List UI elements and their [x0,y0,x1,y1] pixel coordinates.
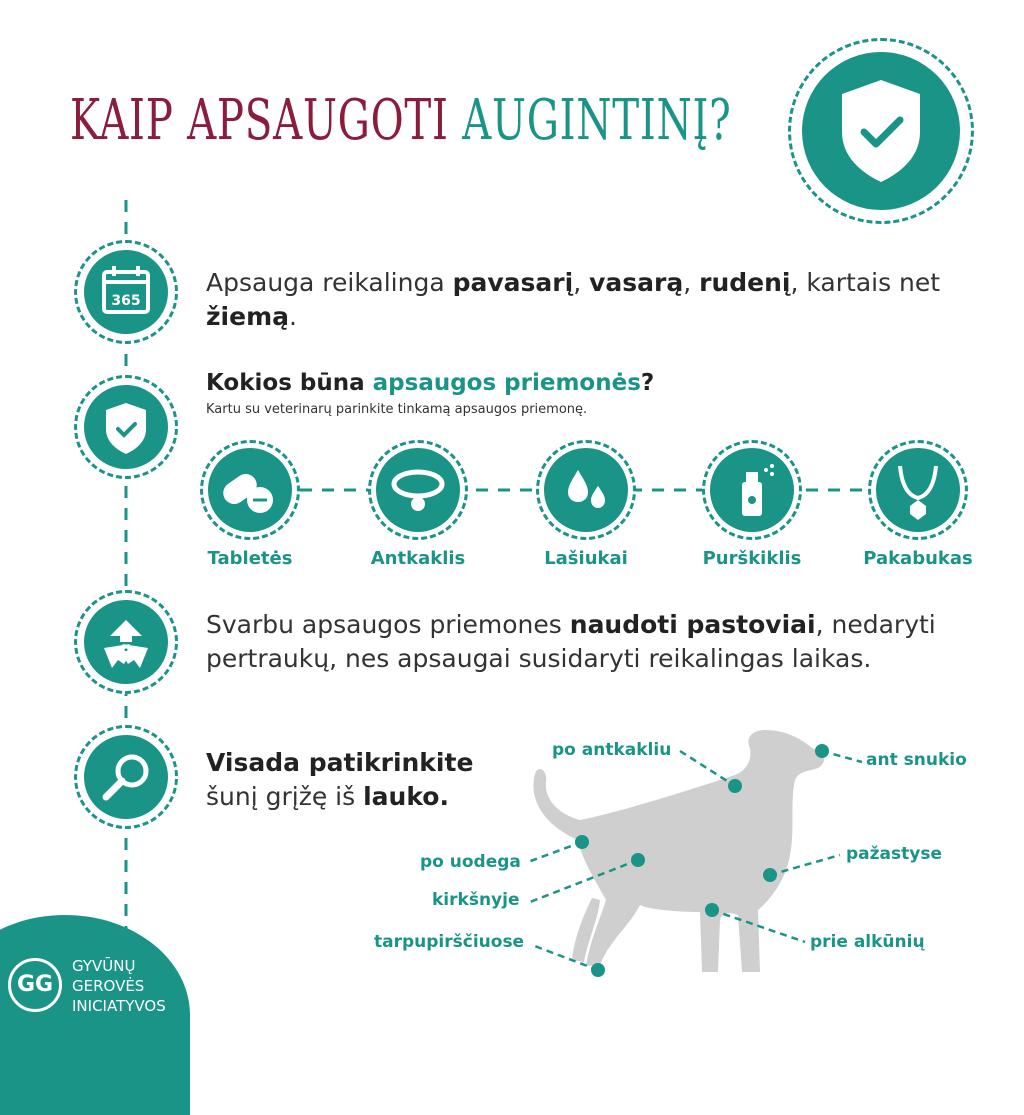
means-label: Pakabukas [863,548,973,569]
means-question: Kokios būna apsaugos priemonės? [206,370,655,396]
dog-point-muzzle: ant snukio [866,750,967,770]
dog-point-groin: kirkšnyje [432,890,520,910]
dog-point-elbows: prie alkūnių [810,932,925,952]
season-text: Apsauga reikalinga pavasarį, vasarą, rudenį, kartais net žiemą. [206,268,941,331]
dog-point-neck: po antkakliu [552,740,672,760]
means-label: Antkaklis [370,548,466,569]
check-text: Visada patikrinkite šunį grįžę iš lauko. [206,748,474,811]
dog-point-armpits: pažastyse [846,844,942,864]
means-subtitle: Kartu su veterinarų parinkite tinkamą apsaugos priemonę. [206,402,588,417]
dog-silhouette [533,730,824,972]
logo-text: GYVŪNŲ GEROVĖS INICIATYVOS [72,957,166,1015]
svg-text:365: 365 [111,293,141,309]
page-title: KAIP APSAUGOTI AUGINTINĮ? [70,88,732,153]
dog-point-paws: tarpupirščiuose [374,932,525,952]
means-label: Tabletės [207,548,293,569]
dog-point-tail: po uodega [420,852,521,872]
means-label: Purškiklis [702,548,802,569]
logo-mark: GG [8,958,62,1012]
regular-text: Svarbu apsaugos priemones naudoti pastoviai, nedaryti pertraukų, nes apsaugai susidaryti reikalingas laikas. [206,610,936,673]
means-label: Lašiukai [544,548,628,569]
